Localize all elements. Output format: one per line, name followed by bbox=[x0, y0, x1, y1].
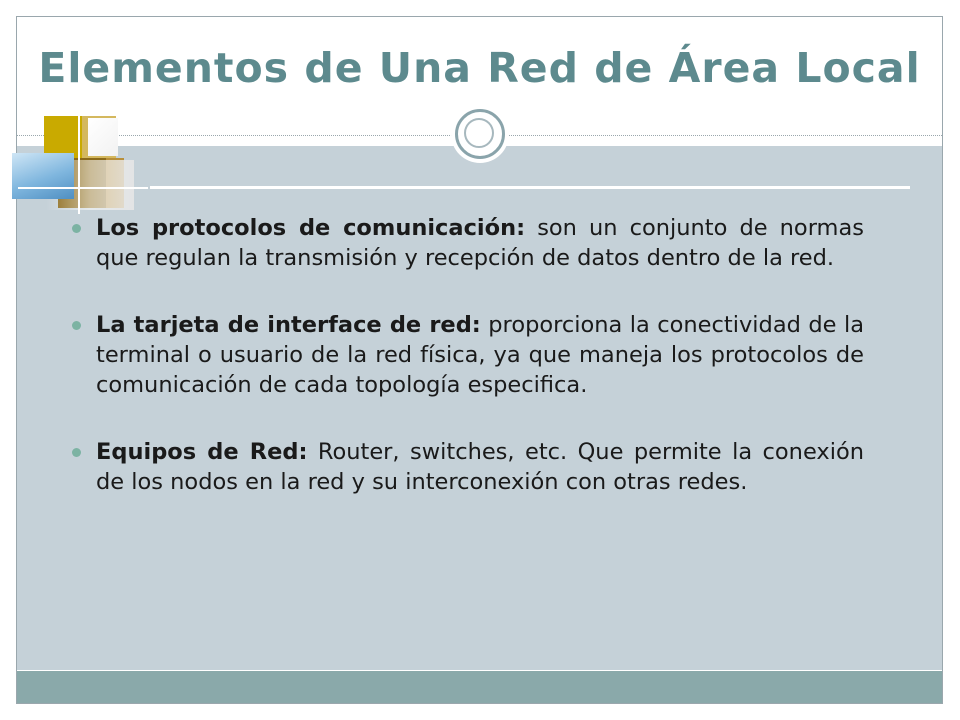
bullet-text: proporciona la conectividad de la terminal o usuario de la red física, ya que maneja los protocolos de comunicación de cada topología especifica. bbox=[96, 312, 864, 398]
bullet-term: Equipos de Red: bbox=[96, 439, 308, 465]
slide-title: Elementos de Una Red de Área Local bbox=[38, 44, 921, 92]
bullet-item bbox=[72, 437, 864, 497]
decor-square-blue bbox=[12, 153, 74, 199]
footer-band bbox=[17, 671, 942, 703]
bullet-term: La tarjeta de interface de red: bbox=[96, 312, 481, 338]
decor-ring-inner bbox=[464, 118, 494, 148]
bullet-term: Los protocolos de comunicación: bbox=[96, 215, 526, 241]
bullet-item bbox=[72, 310, 864, 400]
bullet-text: son un conjunto de normas que regulan la transmisión y recepción de datos dentro de la red. bbox=[96, 215, 864, 271]
decor-horizontal-line bbox=[18, 187, 148, 189]
bullet-dot-icon bbox=[72, 321, 81, 330]
decor-vertical-line bbox=[78, 104, 80, 214]
content-rule bbox=[150, 186, 910, 189]
bullet-list bbox=[72, 213, 864, 497]
decor-square-white bbox=[88, 118, 118, 156]
bullet-item bbox=[72, 213, 864, 273]
bullet-text: Router, switches, etc. Que permite la conexión de los nodos en la red y su interconexión con otras redes. bbox=[96, 439, 864, 495]
bullet-dot-icon bbox=[72, 224, 81, 233]
bullet-dot-icon bbox=[72, 448, 81, 457]
